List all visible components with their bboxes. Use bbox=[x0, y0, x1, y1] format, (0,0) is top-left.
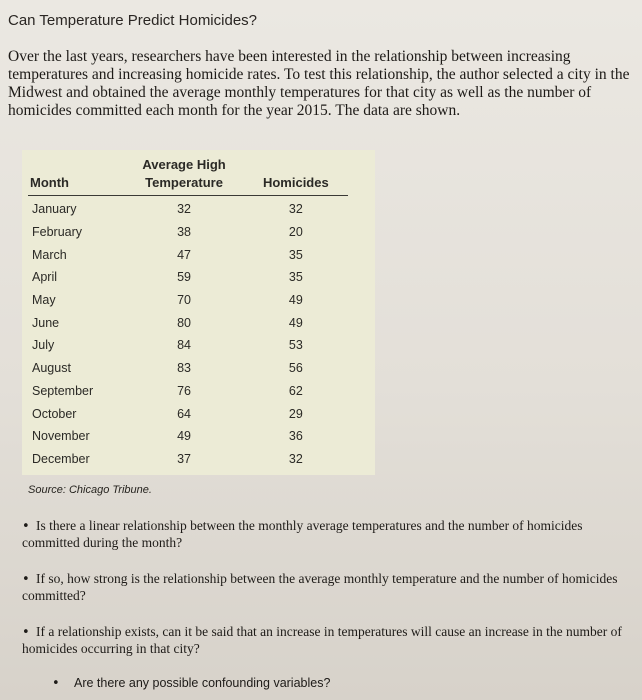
cell-month: February bbox=[32, 225, 83, 240]
cell-month: April bbox=[32, 270, 58, 285]
cell-homicides: 29 bbox=[288, 406, 303, 421]
table-body bbox=[28, 196, 348, 471]
intro-paragraph: Over the last years, researchers have been interested in the relationship between increasing temperatures and increasing homicide rates. To test this relationship, the author selected a city in the Midwest and obtained the average monthly temperatures for that city as well as the number of homicides committed each month for the year 2015. The data are shown. bbox=[8, 48, 630, 119]
bullet-icon: • bbox=[22, 625, 30, 640]
cell-temperature: 70 bbox=[177, 293, 192, 308]
cell-month: June bbox=[32, 315, 60, 330]
list-item bbox=[22, 571, 622, 604]
header-month: Month bbox=[28, 156, 124, 196]
header-homicides: Homicides bbox=[244, 156, 348, 196]
cell-month: September bbox=[32, 383, 94, 398]
cell-month: November bbox=[32, 429, 90, 444]
header-temperature-line1: Average High bbox=[142, 157, 226, 172]
question-text: If so, how strong is the relationship between the average monthly temperature and the number of homicides committed? bbox=[22, 571, 618, 603]
table-row bbox=[28, 311, 348, 334]
table-row bbox=[28, 357, 348, 380]
cell-temperature: 80 bbox=[177, 315, 192, 330]
cell-temperature: 64 bbox=[177, 406, 192, 421]
cell-temperature: 37 bbox=[177, 451, 192, 466]
cell-homicides: 36 bbox=[288, 429, 303, 444]
cell-homicides: 62 bbox=[288, 383, 303, 398]
cell-homicides: 35 bbox=[288, 270, 303, 285]
list-item bbox=[22, 675, 622, 692]
header-temperature bbox=[124, 156, 243, 196]
cell-month: August bbox=[32, 361, 71, 376]
table-row bbox=[28, 243, 348, 266]
table-row bbox=[28, 334, 348, 357]
header-temperature-line2: Temperature bbox=[145, 175, 223, 190]
question-text: Is there a linear relationship between the monthly average temperatures and the number of homicides committed during the month? bbox=[22, 518, 583, 550]
table-source: Source: Chicago Tribune. bbox=[28, 484, 152, 496]
cell-temperature: 38 bbox=[177, 225, 192, 240]
cell-homicides: 53 bbox=[288, 338, 303, 353]
table-row bbox=[28, 289, 348, 312]
cell-temperature: 47 bbox=[177, 247, 192, 262]
cell-homicides: 32 bbox=[288, 202, 303, 217]
cell-homicides: 49 bbox=[288, 293, 303, 308]
table-row bbox=[28, 266, 348, 289]
cell-month: July bbox=[32, 338, 55, 353]
cell-homicides: 49 bbox=[288, 315, 303, 330]
cell-temperature: 76 bbox=[177, 383, 192, 398]
page-title: Can Temperature Predict Homicides? bbox=[8, 12, 258, 29]
data-table bbox=[28, 156, 348, 470]
table-row bbox=[28, 196, 348, 221]
cell-temperature: 32 bbox=[177, 202, 192, 217]
cell-temperature: 49 bbox=[177, 429, 192, 444]
bullet-icon: • bbox=[22, 572, 30, 587]
cell-temperature: 83 bbox=[177, 361, 192, 376]
cell-homicides: 32 bbox=[288, 451, 303, 466]
cell-month: March bbox=[32, 247, 67, 262]
cell-homicides: 35 bbox=[288, 247, 303, 262]
bullet-icon: • bbox=[22, 519, 30, 534]
cell-month: October bbox=[32, 406, 77, 421]
table-row bbox=[28, 448, 348, 471]
question-text: Are there any possible confounding variables? bbox=[74, 676, 331, 690]
table-header-row bbox=[28, 156, 348, 196]
table-row bbox=[28, 380, 348, 403]
list-item bbox=[22, 624, 622, 657]
question-list bbox=[22, 518, 622, 692]
table-row bbox=[28, 402, 348, 425]
cell-month: December bbox=[32, 451, 90, 466]
question-text: If a relationship exists, can it be said that an increase in temperatures will cause an increase in the number of homicides occurring in that city? bbox=[22, 624, 622, 656]
list-item bbox=[22, 518, 622, 551]
table-row bbox=[28, 221, 348, 244]
cell-homicides: 56 bbox=[288, 361, 303, 376]
cell-month: January bbox=[32, 202, 77, 217]
cell-homicides: 20 bbox=[288, 225, 303, 240]
cell-temperature: 59 bbox=[177, 270, 192, 285]
cell-temperature: 84 bbox=[177, 338, 192, 353]
table-row bbox=[28, 425, 348, 448]
cell-month: May bbox=[32, 293, 56, 308]
bullet-icon: • bbox=[52, 676, 60, 691]
